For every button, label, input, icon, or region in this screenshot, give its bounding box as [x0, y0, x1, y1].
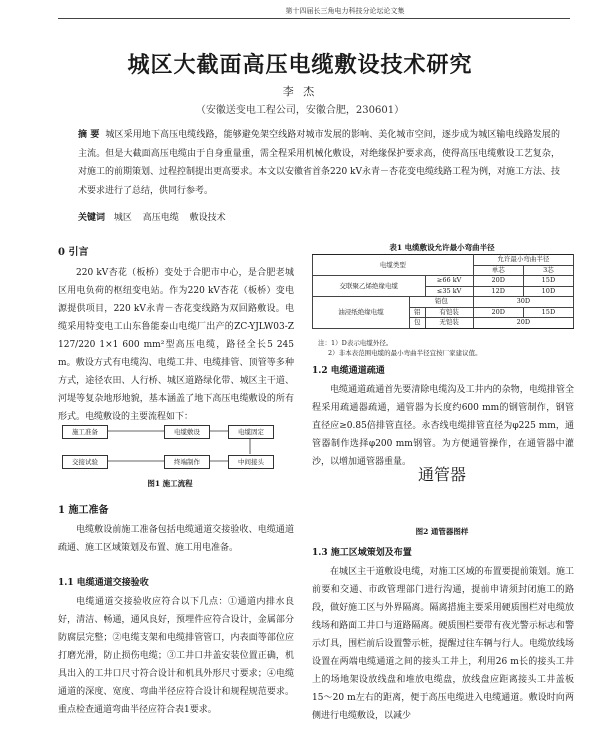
table-header-three: 3芯: [523, 265, 573, 276]
running-header: 第十四届长三角电力科技分论坛论文集: [285, 7, 405, 15]
table-cell: 20D: [473, 276, 523, 287]
author: 李 杰: [282, 85, 318, 98]
flow-chart: [60, 424, 280, 470]
table-header-single: 单芯: [473, 265, 523, 276]
s1-1-paragraph: 电缆通道交接验收应符合以下几点：①通道内排水良好，清洁、畅通，通风良好，预埋件应符合设计，金属部分防腐层完整；②电缆支架和电缆排管管口，内表面等部位应打磨光滑，防止损伤电缆；③工井口井盖安装位置正确，机具出入的工井口尺寸符合设计和机具外形尺寸要求；④电缆通道的深度、宽度、弯曲半径应符合设计和规程规范要求。重点检查通道弯曲半径应符合表1要求。: [58, 597, 294, 715]
abstract-text: 城区采用地下高压电缆线路，能够避免架空线路对城市发展的影响、美化城市空间，逐步成为城区输电线路发展的主流。但是大截面高压电缆由于自身重量重，需全程采用机械化敷设，对绝缘保护要求高，使得高压电缆敷设工艺复杂，对施工的前期策划、过程控制提出更高要求。本文以安徽省首条220 kV永青－杏花变电缆线路工程为例，对施工方法、技术要求进行了总结，供同行参考。: [78, 130, 560, 196]
bend-radius-table: [312, 254, 574, 329]
table-header-type: 电缆类型: [313, 255, 474, 276]
abstract: [78, 126, 560, 200]
table-cell: 10D: [523, 286, 573, 297]
table1-note: 注：1）D表示电缆外径。: [318, 339, 393, 347]
table-cell: 15D: [523, 307, 573, 318]
keywords-label: 关键词: [78, 213, 106, 223]
table-cell: 铝: [409, 307, 425, 318]
intro-body: [58, 264, 294, 426]
keywords: [78, 210, 560, 223]
intro-paragraph: 220 kV杏花（板桥）变处于合肥市中心，是合肥老城区用电负荷的枢纽变电站。作为220 kV杏花（板桥）变电源提供项目，220 kV永青－杏花变线路为双回路敷设。电缆采用特变电工山东鲁能泰山电缆厂出产的ZC-YJLW03-Z 127/220 1×1 600 mm²型高压电缆，路径全长5 245 m。敷设方式有电缆沟、电缆工井、电缆排管、顶管等多种方式，途径农田、人行桥、城区道路绿化带、城区主干道、河堤等复杂地形地貌，基本涵盖了地下高压电缆敷设的所有形式。电缆敷设的主要流程如下：: [58, 268, 294, 422]
keyword: 高压电缆: [142, 213, 179, 223]
table1-note: 2）非本表范围电缆的最小弯曲半径宜按厂家建议值。: [328, 349, 482, 357]
flow-step: 电缆敷设: [164, 425, 210, 439]
flow-step: 施工准备: [62, 425, 108, 439]
section-heading-1: 1 施工准备: [58, 505, 109, 516]
keyword: 敷设技术: [189, 213, 226, 223]
s1-2-paragraph: 电缆通道疏通首先要清除电缆沟及工井内的杂物，电缆排管全程采用疏通器疏通，通管器为长度约600 mm的钢管制作，钢管直径应≥0.85倍排管直径。永杏线电缆排管直径为φ225 mm，通管器制作选择φ200 mm钢管。为方便通管操作，在通管器中灌沙，以增加通管器重量。: [312, 385, 574, 467]
s1-3-paragraph: 在城区主干道敷设电缆，对施工区域的布置要提前策划。施工前要和交通、市政管理部门进行沟通，提前申请须封闭施工的路段，做好施工区与外界隔离。隔离措施主要采用硬质围栏对电缆放线场和路面工井口与道路隔离。硬质围栏要带有夜光警示标志和警示灯具，围栏前后设置警示桩，提醒过往车辆与行人。电缆放线场设置在两端电缆通道之间的接头工井上，利用26 m长的接头工井上的场地架设放线盘和堆放电缆盘，放线盘应距离接头工井盖板15～20 m左右的距离，便于高压电缆进入电缆通道。敷设时向两侧进行电缆敷设，以减少: [312, 567, 574, 721]
table-cell: ≤35 kV: [425, 286, 473, 297]
figure2-caption: 图2 通管器图样: [415, 527, 469, 536]
subsection-heading-1-2: 1.2 电缆通道疏通: [312, 366, 385, 376]
table-cell: 有铠装: [425, 307, 473, 318]
s1-body: [58, 521, 294, 557]
s1-2-body: [312, 381, 574, 471]
table-cell: 12D: [473, 286, 523, 297]
affiliation: （安徽送变电工程公司，安徽合肥，230601）: [195, 105, 405, 116]
flow-step: 终端制作: [164, 455, 210, 469]
s1-1-body: [58, 593, 294, 719]
table-cell: 油浸纸绝缘电缆: [313, 297, 410, 329]
flow-step: 交接试验: [62, 455, 108, 469]
table-header-main: 允许最小弯曲半径: [473, 255, 573, 266]
table-cell: 铅包: [409, 297, 473, 308]
table1-caption: 表1 电缆敷设允许最小弯曲半径: [389, 243, 495, 252]
flow-step: 中间接头: [228, 455, 274, 469]
keyword: 城区: [113, 213, 132, 223]
table-cell: 20D: [473, 318, 573, 329]
figure2-pipe-cleaner: 通管器: [417, 465, 466, 484]
table-cell: ≥66 kV: [425, 276, 473, 287]
section-heading-intro: 0 引言: [58, 247, 89, 258]
subsection-heading-1-1: 1.1 电缆通道交接验收: [58, 578, 149, 588]
table-cell: 无铠装: [425, 318, 473, 329]
table-cell: 交联聚乙烯绝缘电缆: [313, 276, 426, 297]
table-cell: 20D: [473, 307, 523, 318]
subsection-heading-1-3: 1.3 施工区域策划及布置: [312, 548, 412, 558]
flow-step: 电缆固定: [228, 425, 274, 439]
figure1-caption: 图1 施工流程: [147, 479, 193, 488]
s1-3-body: [312, 563, 574, 725]
header-rule: [58, 18, 570, 19]
s1-paragraph: 电缆敷设前施工准备包括电缆通道交接验收、电缆通道疏通、施工区域策划及布置、施工用电准备。: [58, 525, 294, 553]
table-cell: 包: [409, 318, 425, 329]
table-cell: 30D: [473, 297, 573, 308]
paper-title: 城区大截面高压电缆敷设技术研究: [127, 52, 473, 78]
table-cell: 15D: [523, 276, 573, 287]
table1-notes: [318, 338, 574, 358]
abstract-label: 摘 要: [78, 130, 100, 140]
